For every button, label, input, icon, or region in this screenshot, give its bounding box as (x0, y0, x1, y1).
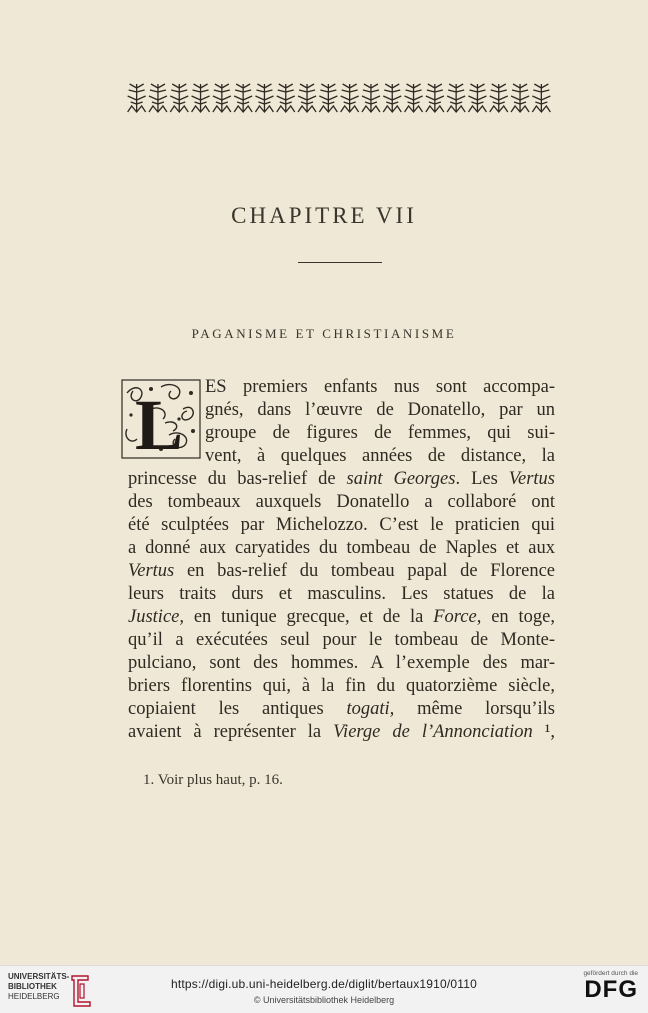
text-run: avaient à représenter la (128, 722, 334, 742)
palmette-ornament (277, 84, 295, 112)
text-line (128, 629, 555, 652)
text-run: même lorsqu’ils (394, 699, 555, 719)
palmette-ornament (426, 84, 444, 112)
text-line (128, 698, 555, 721)
text-line (128, 560, 555, 583)
text-run: leurs traits durs et masculins. Les statues de la (128, 584, 555, 604)
palmette-ornament (213, 84, 231, 112)
library-name-line: HEIDELBERG (8, 992, 60, 1001)
text-run: qu’il a exécutées seul pour le tombeau de Monte- (128, 630, 555, 650)
palmette-ornament (128, 84, 146, 112)
text-line (205, 422, 555, 445)
text-line (128, 583, 555, 606)
text-run: vent, à quelques années de distance, la (205, 446, 555, 466)
palmette-ornament (298, 84, 316, 112)
palmette-ornament (511, 84, 529, 112)
text-run: des tombeaux auxquels Donatello a collaboré ont (128, 492, 555, 512)
italic-text: saint Georges (346, 469, 456, 489)
text-run: briers florentins qui, à la fin du quatorzième siècle, (128, 676, 555, 696)
section-title: PAGANISME ET CHRISTIANISME (191, 326, 457, 341)
italic-text: togati, (346, 699, 395, 719)
title-rule (298, 262, 382, 263)
italic-text: Vertus (128, 561, 175, 581)
dfg-logo[interactable] (576, 970, 638, 1010)
text-run: en bas-relief du tombeau papal de Florence (174, 561, 555, 581)
text-line (128, 491, 555, 514)
italic-text: Vierge de l’Annonciation (333, 722, 533, 742)
text-line (205, 376, 555, 399)
text-line (128, 721, 555, 744)
text-run: en toge, (481, 607, 555, 627)
copyright-text: © Universitätsbibliothek Heidelberg (253, 995, 395, 1005)
palmette-ornament (170, 84, 188, 112)
text-line (205, 445, 555, 468)
palmette-ornament (234, 84, 252, 112)
text-line (128, 606, 555, 629)
text-run: ES premiers enfants nus sont accompa- (205, 377, 555, 397)
text-run: pulciano, sont des hommes. A l’exemple des mar- (128, 653, 555, 673)
text-line (128, 514, 555, 537)
chapter-title: CHAPITRE VII (231, 203, 417, 228)
text-line (205, 399, 555, 422)
text-line (128, 537, 555, 560)
italic-text: Justice, (128, 607, 184, 627)
text-run: princesse du bas-relief de (128, 469, 347, 489)
text-line (128, 652, 555, 675)
palmette-ornament (405, 84, 423, 112)
palmette-ornament (319, 84, 337, 112)
library-name-line: BIBLIOTHEK (8, 982, 57, 991)
ornamental-border (126, 82, 552, 114)
palmette-ornament (149, 84, 167, 112)
palmette-ornament (362, 84, 380, 112)
text-line (128, 468, 555, 491)
palmette-ornament (255, 84, 273, 112)
funding-label: gefördert durch die (583, 970, 638, 977)
text-run: groupe de figures de femmes, qui sui- (205, 423, 555, 443)
italic-text: Force, (433, 607, 482, 627)
text-run: a donné aux caryatides du tombeau de Naples et aux (128, 538, 555, 558)
viewer-footer (0, 965, 648, 1013)
text-run: été sculptées par Michelozzo. C’est le praticien qui (128, 515, 555, 535)
footnote: 1. Voir plus haut, p. 16. (143, 772, 283, 788)
text-run: gnés, dans l’œuvre de Donatello, par un (205, 400, 555, 420)
decorated-initial (121, 379, 201, 459)
text-line (128, 675, 555, 698)
text-run: ¹, (532, 722, 555, 742)
page-url-link[interactable]: https://digi.ub.uni-heidelberg.de/diglit/bertaux1910/0110 (170, 977, 478, 991)
palmette-ornament (341, 84, 359, 112)
palmette-ornament (447, 84, 465, 112)
library-name-line: UNIVERSITÄTS- (8, 972, 70, 981)
palmette-ornament (490, 84, 508, 112)
palmette-ornament (468, 84, 486, 112)
italic-text: Vertus (508, 469, 555, 489)
palmette-ornament (383, 84, 401, 112)
funder-name: DFG (584, 976, 638, 1003)
text-run: en tunique grecque, et de la (184, 607, 434, 627)
palmette-ornament (532, 84, 550, 112)
palmette-ornament (192, 84, 210, 112)
initial-letter: L (135, 385, 184, 459)
text-run: copiaient les antiques (128, 699, 347, 719)
text-run: . Les (455, 469, 509, 489)
